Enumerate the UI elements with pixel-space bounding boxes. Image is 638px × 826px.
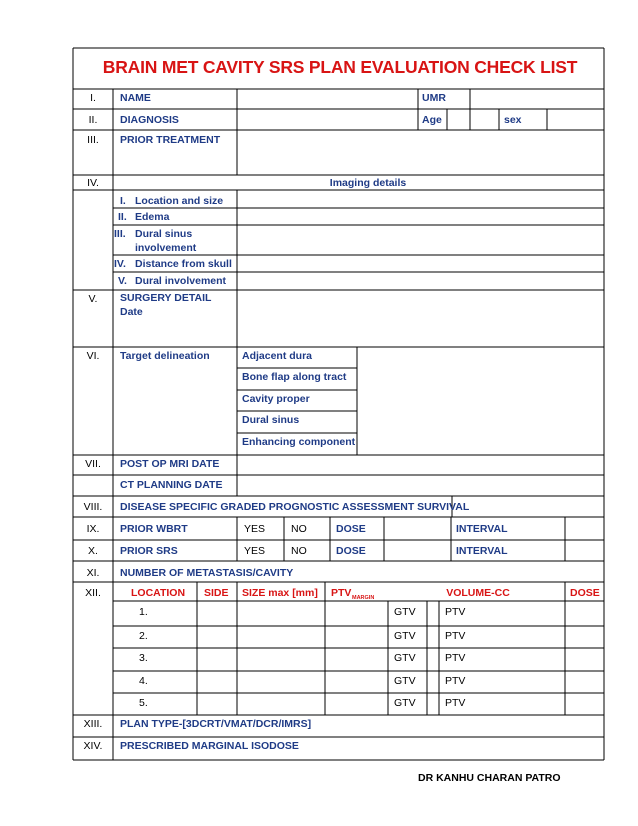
row-number-11: XI. (86, 567, 100, 579)
row-number-12: XII. (85, 587, 101, 599)
num-metastasis-label: NUMBER OF METASTASIS/CAVITY (120, 567, 294, 579)
lesion-3-ptv: PTV (445, 652, 466, 664)
lesion-5-gtv: GTV (394, 697, 416, 709)
lesion-2-number: 2. (139, 630, 148, 642)
row-number-14: XIV. (83, 740, 103, 752)
row-number-3: III. (87, 134, 99, 146)
row-number-13: XIII. (83, 718, 103, 730)
wbrt-no-option: NO (291, 523, 307, 535)
volume-header: VOLUME-CC (446, 587, 510, 599)
umr-label: UMR (422, 92, 446, 104)
gpa-survival-label: DISEASE SPECIFIC GRADED PROGNOSTIC ASSESSMENT SURVIVAL (120, 501, 470, 513)
lesion-2-ptv: PTV (445, 630, 466, 642)
side-header: SIDE (204, 587, 229, 599)
surgery-date-label: Date (120, 306, 143, 318)
imaging-item-3-number: III. (114, 228, 126, 240)
imaging-details-heading: Imaging details (329, 177, 407, 189)
imaging-item-4-number: IV. (114, 258, 126, 270)
row-number-9: IX. (86, 523, 100, 535)
row-number-10: X. (88, 545, 98, 557)
wbrt-dose-label: DOSE (336, 523, 366, 535)
target-delineation-label: Target delineation (120, 350, 210, 362)
imaging-item-2-number: II. (118, 211, 127, 223)
imaging-item-4-label: Distance from skull (135, 258, 232, 270)
lesion-2-gtv: GTV (394, 630, 416, 642)
row-number-1: I. (90, 92, 96, 104)
post-op-mri-label: POST OP MRI DATE (120, 458, 220, 470)
sex-label: sex (504, 114, 522, 126)
author-signature: DR KANHU CHARAN PATRO (418, 772, 561, 784)
page-title: BRAIN MET CAVITY SRS PLAN EVALUATION CHECK LIST (102, 57, 578, 77)
lesion-4-ptv: PTV (445, 675, 466, 687)
target-item-dural-sinus: Dural sinus (242, 414, 300, 426)
lesion-5-number: 5. (139, 697, 148, 709)
target-item-enhancing-component: Enhancing component (242, 436, 356, 448)
target-item-bone-flap: Bone flap along tract (242, 371, 347, 383)
ptv-header: PTV (331, 587, 352, 599)
imaging-item-1-label: Location and size (135, 195, 224, 207)
row-number-4: IV. (87, 177, 99, 189)
row-number-8: VIII. (83, 501, 103, 513)
ct-planning-label: CT PLANNING DATE (120, 479, 223, 491)
plan-type-label: PLAN TYPE-[3DCRT/VMAT/DCR/IMRS] (120, 718, 312, 730)
srs-dose-label: DOSE (336, 545, 366, 557)
row-number-5: V. (88, 293, 98, 305)
prior-wbrt-label: PRIOR WBRT (120, 523, 188, 535)
surgery-detail-label: SURGERY DETAIL (120, 292, 212, 304)
imaging-item-1-number: I. (120, 195, 126, 207)
prior-treatment-label: PRIOR TREATMENT (120, 134, 221, 146)
target-item-cavity-proper: Cavity proper (242, 393, 310, 405)
srs-no-option: NO (291, 545, 307, 557)
srs-interval-label: INTERVAL (456, 545, 508, 557)
imaging-item-2-label: Edema (135, 211, 170, 223)
dose-header: DOSE (570, 587, 600, 599)
row-number-7: VII. (85, 458, 101, 470)
imaging-item-5-label: Dural involvement (135, 275, 227, 287)
lesion-1-number: 1. (139, 606, 148, 618)
imaging-item-3-label-continued: involvement (135, 242, 197, 254)
lesion-4-gtv: GTV (394, 675, 416, 687)
srs-yes-option: YES (244, 545, 266, 557)
imaging-item-3-label: Dural sinus (135, 228, 193, 240)
lesion-5-ptv: PTV (445, 697, 466, 709)
target-item-adjacent-dura: Adjacent dura (242, 350, 313, 362)
location-header: LOCATION (131, 587, 186, 599)
lesion-1-gtv: GTV (394, 606, 416, 618)
lesion-4-number: 4. (139, 675, 148, 687)
lesion-3-number: 3. (139, 652, 148, 664)
size-header: SIZE max [mm] (242, 587, 318, 599)
prior-srs-label: PRIOR SRS (120, 545, 178, 557)
lesion-3-gtv: GTV (394, 652, 416, 664)
age-label: Age (422, 114, 442, 126)
name-label: NAME (120, 92, 151, 104)
ptv-margin-subscript: MARGIN (352, 595, 375, 601)
row-number-2: II. (88, 114, 98, 126)
diagnosis-label: DIAGNOSIS (120, 114, 179, 126)
wbrt-yes-option: YES (244, 523, 266, 535)
lesion-1-ptv: PTV (445, 606, 466, 618)
wbrt-interval-label: INTERVAL (456, 523, 508, 535)
prescribed-isodose-label: PRESCRIBED MARGINAL ISODOSE (120, 740, 299, 752)
row-number-6: VI. (86, 350, 100, 362)
imaging-item-5-number: V. (118, 275, 127, 287)
